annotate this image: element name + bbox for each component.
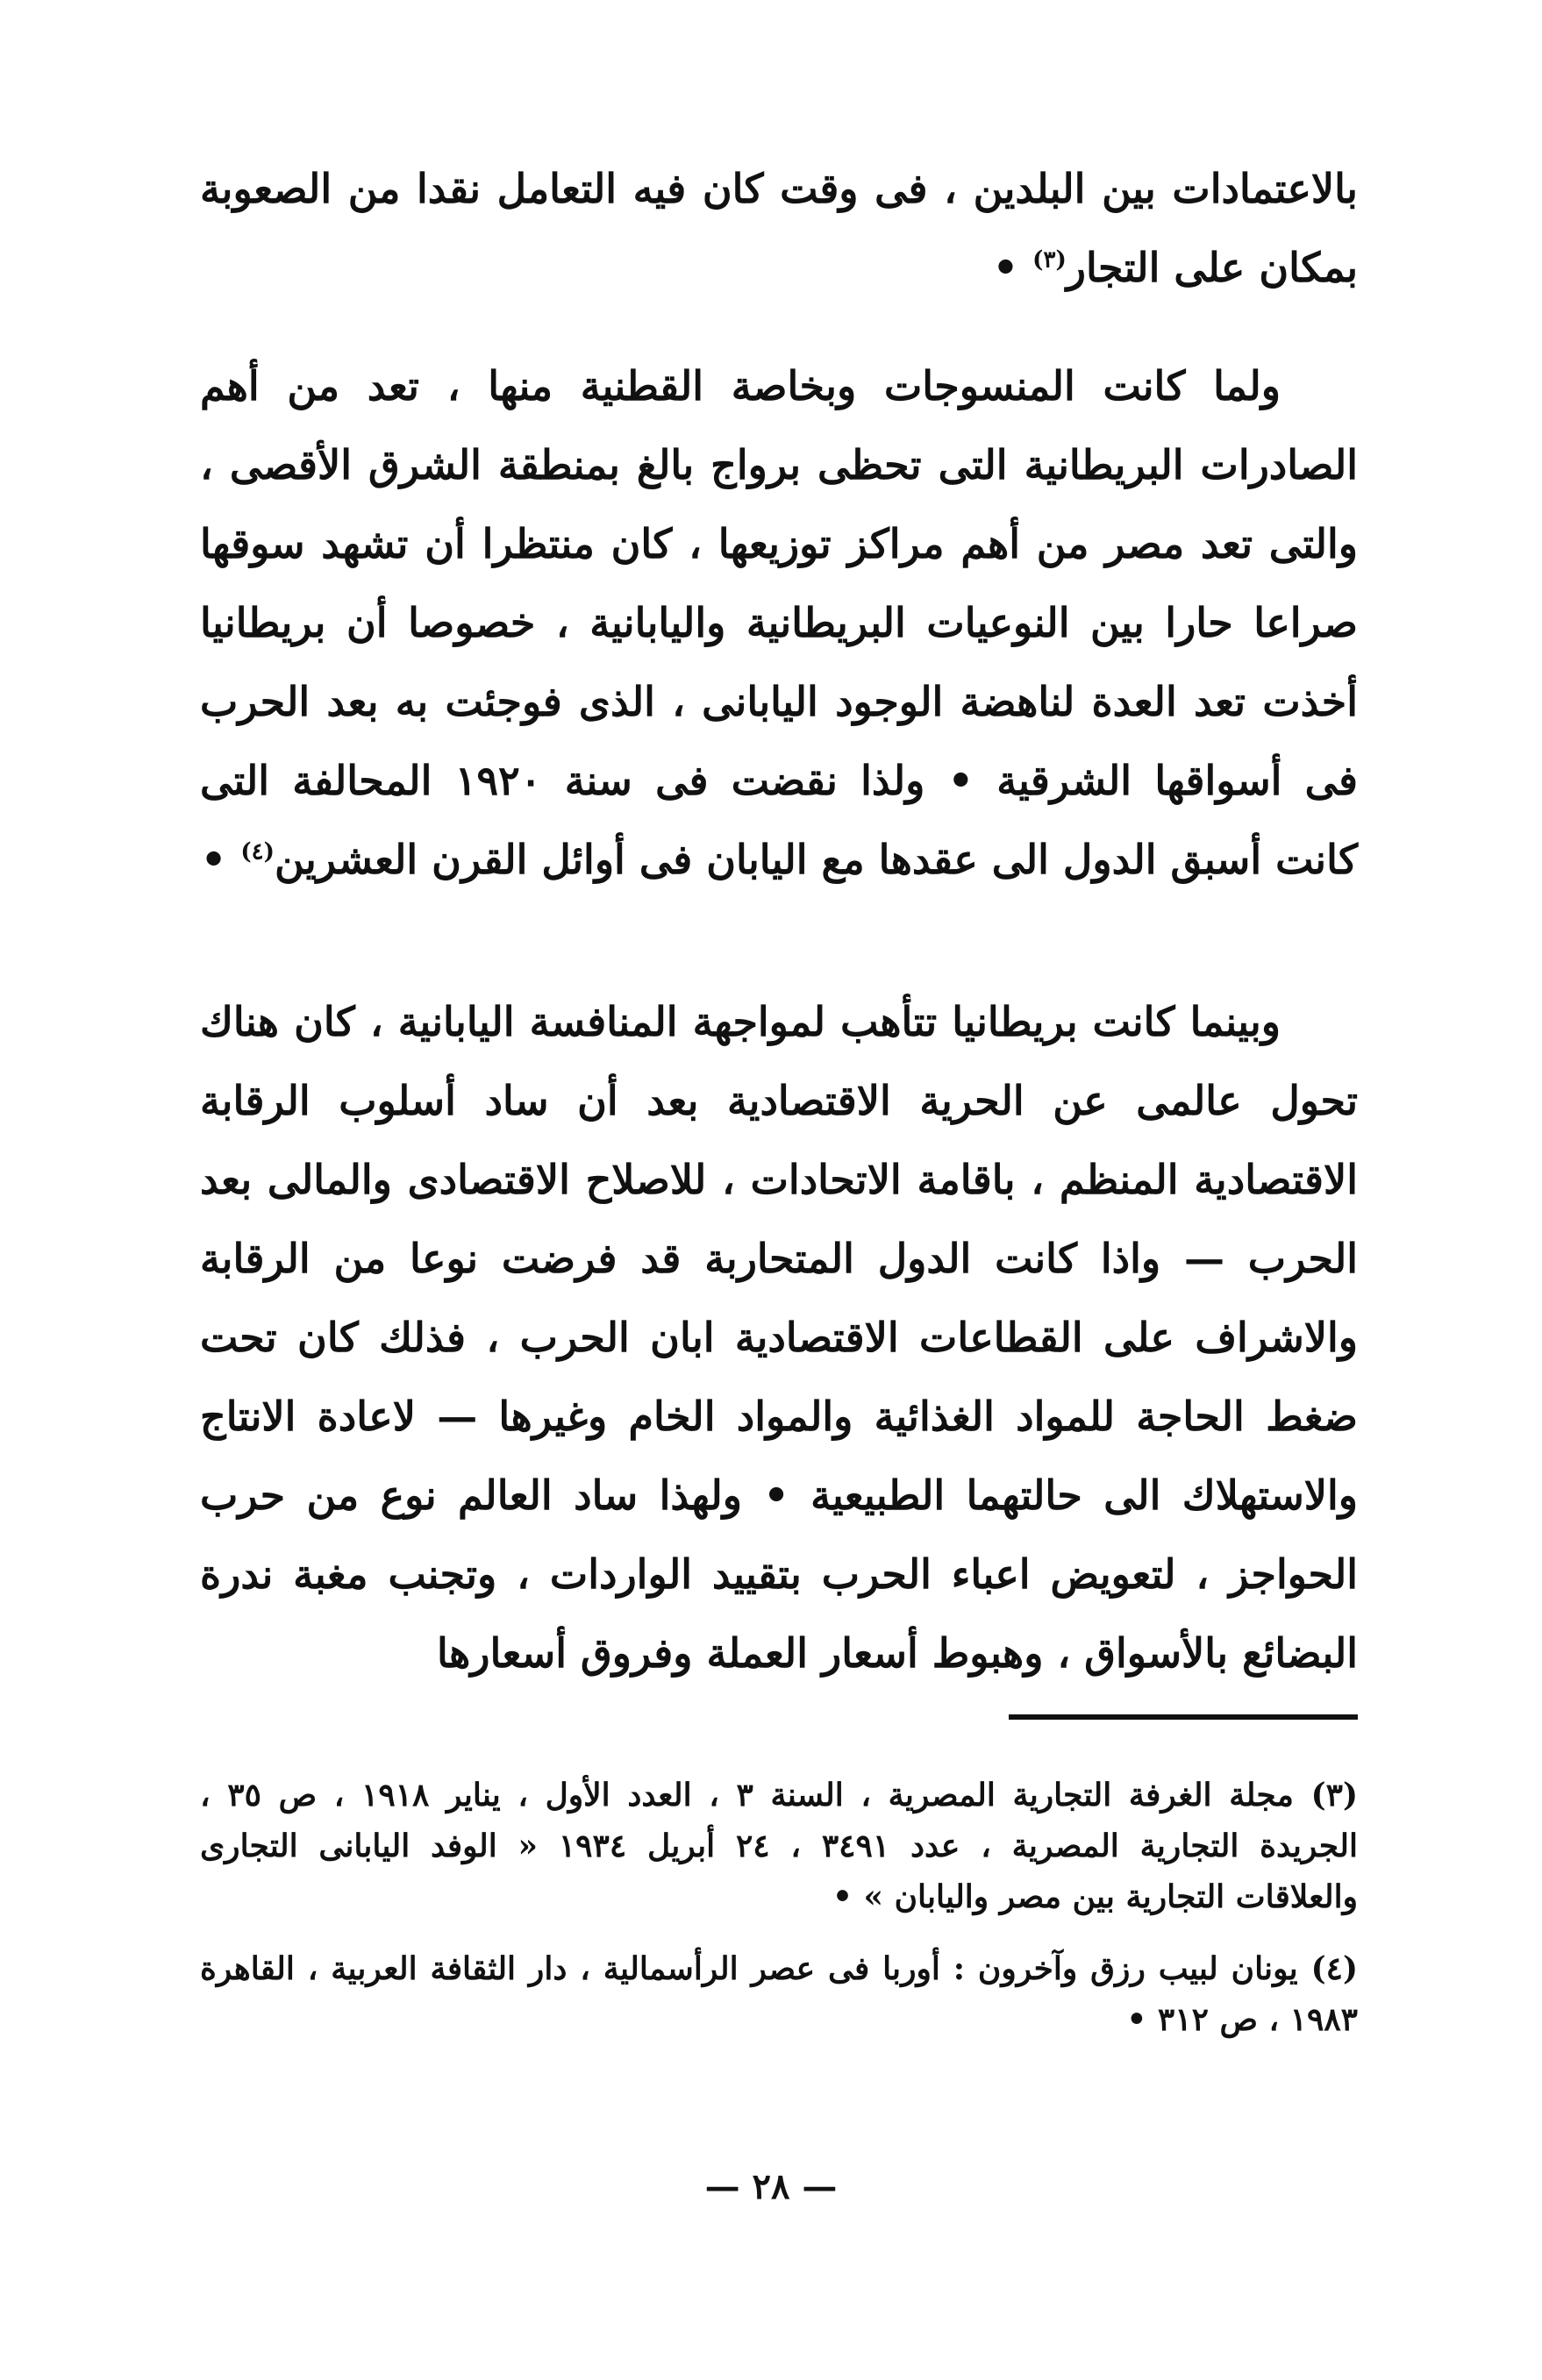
paragraph-text <box>200 149 1358 307</box>
paragraph-end-mark: • <box>200 836 241 883</box>
paragraph-continue-text: بالاعتمادات بين البلدين ، فى وقت كان فيه التعامل نقدا من الصعوبة بمكان على التجار <box>200 165 1358 291</box>
paragraph-economic-shift <box>200 982 1358 1692</box>
footnotes-section <box>200 1770 1358 2066</box>
paragraph-text <box>200 346 1358 899</box>
page-number: — ٢٨ — <box>704 2166 838 2207</box>
footnote-ref-3: (٣) <box>1032 246 1067 274</box>
continued-paragraph <box>200 149 1358 307</box>
paragraph-textiles <box>200 346 1358 899</box>
paragraph-2-text: وبينما كانت بريطانيا تتأهب لمواجهة المنافسة اليابانية ، كان هناك تحول عالمى عن الحرية الاقتصادية بعد أن ساد أسلوب الرقابة الاقتصادية المنظم ، باقامة الاتحادات ، للاصلاح الاقتصادى والمالى بعد الحرب — واذا كانت الدول المتحاربة قد فرضت نوعا من الرقابة والاشراف على القطاعات الاقتصادية ابان الحرب ، فذلك كان تحت ضغط الحاجة للمواد الغذائية والمواد الخام وغيرها — لاعادة الانتاج والاستهلاك الى حالتهما الطبيعية • ولهذا ساد العالم نوع من حرب الحواجز ، لتعويض اعباء الحرب بتقييد الواردات ، وتجنب مغبة ندرة البضائع بالأسواق ، وهبوط أسعار العملة وفروق أسعارها <box>200 998 1358 1677</box>
footnote-divider <box>1009 1714 1358 1720</box>
paragraph-1-text: ولما كانت المنسوجات وبخاصة القطنية منها ، تعد من أهم الصادرات البريطانية التى تحظى برواج بالغ بمنطقة الشرق الأقصى ، والتى تعد مصر من أهم مراكز توزيعها ، كان منتظرا أن تشهد سوقها صراعا حارا بين النوعيات البريطانية واليابانية ، خصوصا أن بريطانيا أخذت تعد العدة لناهضة الوجود اليابانى ، الذى فوجئت به بعد الحرب فى أسواقها الشرقية • ولذا نقضت فى سنة ١٩٢٠ المحالفة التى كانت أسبق الدول الى عقدها مع اليابان فى أوائل القرن العشرين <box>200 362 1359 883</box>
footnote-3: (٣) مجلة الغرفة التجارية المصرية ، السنة ٣ ، العدد الأول ، يناير ١٩١٨ ، ص ٣٥ ، الجريدة التجارية المصرية ، عدد ٣٤٩١ ، ٢٤ أبريل ١٩٣٤ « الوفد اليابانى التجارى والعلاقات التجارية بين مصر واليابان » • <box>200 1777 1359 1915</box>
paragraph-end-mark: • <box>992 244 1033 291</box>
footnote-4: (٤) يونان لبيب رزق وآخرون : أوربا فى عصر الرأسمالية ، دار الثقافة العربية ، القاهرة ١٩٨٣ ، ص ٣١٢ • <box>200 1950 1358 2038</box>
footnote-ref-4: (٤) <box>240 838 275 866</box>
